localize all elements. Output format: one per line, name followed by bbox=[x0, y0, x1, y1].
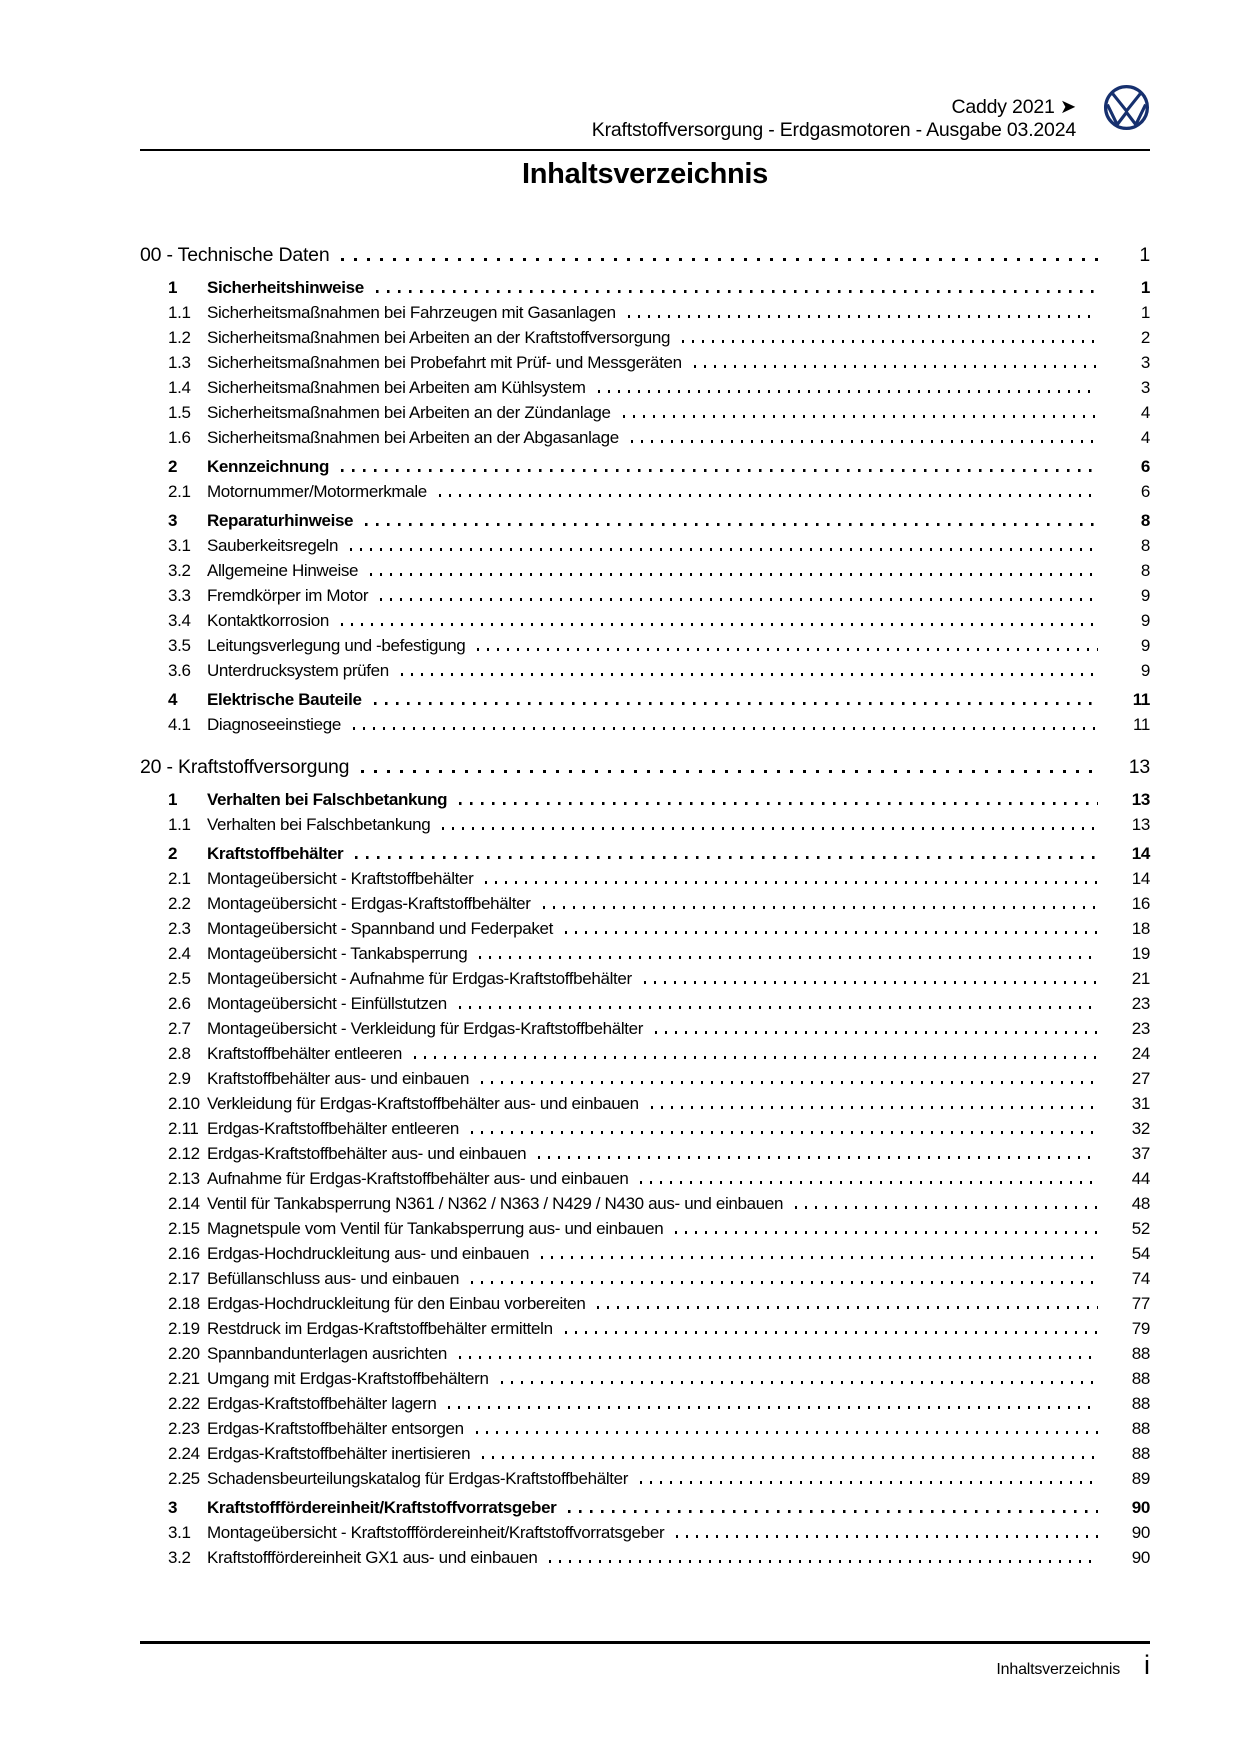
page-number: 21 bbox=[1131, 969, 1150, 988]
toc-entry-number: 3 bbox=[168, 1498, 178, 1517]
toc-entry-title: Kraftstoffbehälter entleeren bbox=[207, 1044, 402, 1063]
vw-logo-icon bbox=[1103, 84, 1150, 131]
toc-entry-number: 2.1 bbox=[168, 482, 191, 501]
dot-leader bbox=[628, 315, 1098, 318]
dot-leader bbox=[439, 494, 1098, 497]
toc-entry-number: 2.6 bbox=[168, 994, 191, 1013]
toc-chapter-label: 20 - Kraftstoffversorgung bbox=[140, 756, 350, 778]
toc-chapter-label: 00 - Technische Daten bbox=[140, 244, 330, 266]
page-number: 4 bbox=[1140, 428, 1150, 447]
toc-entry-title: Erdgas-Hochdruckleitung aus- und einbauen bbox=[207, 1244, 530, 1263]
toc-row bbox=[140, 325, 1150, 350]
toc-entry-title: Befüllanschluss aus- und einbauen bbox=[207, 1269, 460, 1288]
toc-row bbox=[140, 1466, 1150, 1491]
toc-row bbox=[140, 275, 1150, 300]
toc-entry-number: 3.5 bbox=[168, 636, 191, 655]
toc-row bbox=[140, 1416, 1150, 1441]
toc-row bbox=[140, 1116, 1150, 1141]
toc-row bbox=[140, 350, 1150, 375]
toc-row bbox=[140, 1545, 1150, 1570]
toc-row bbox=[140, 400, 1150, 425]
dot-leader bbox=[401, 673, 1098, 676]
toc-entry-number: 3.6 bbox=[168, 661, 191, 680]
dot-leader bbox=[568, 1510, 1098, 1513]
page-number: 4 bbox=[1140, 403, 1150, 422]
dot-leader bbox=[538, 1156, 1098, 1159]
toc-entry-number: 2.19 bbox=[168, 1319, 200, 1338]
toc-entry-number: 2.12 bbox=[168, 1144, 200, 1163]
page-number: 90 bbox=[1131, 1498, 1150, 1517]
toc-row bbox=[140, 891, 1150, 916]
dot-leader bbox=[565, 931, 1098, 934]
toc-entry-title: Reparaturhinweise bbox=[207, 511, 354, 530]
toc-entry-title: Sicherheitsmaßnahmen bei Arbeiten an der Zündanlage bbox=[207, 403, 611, 422]
page-number: 88 bbox=[1131, 1444, 1150, 1463]
dot-leader bbox=[565, 1331, 1098, 1334]
toc-entry-title: Ventil für Tankabsperrung N361 / N362 / N363 / N429 / N430 aus- und einbauen bbox=[207, 1194, 784, 1213]
toc-row bbox=[140, 558, 1150, 583]
page-number: 9 bbox=[1140, 661, 1150, 680]
toc-entry-title: Sicherheitsmaßnahmen bei Probefahrt mit Prüf- und Messgeräten bbox=[207, 353, 682, 372]
page-footer bbox=[140, 1650, 1150, 1680]
dot-leader bbox=[675, 1231, 1098, 1234]
page-number: 1 bbox=[1140, 303, 1150, 322]
toc-entry-number: 1 bbox=[168, 278, 178, 297]
toc-row bbox=[140, 712, 1150, 737]
page-number: 3 bbox=[1140, 378, 1150, 397]
page-number: 13 bbox=[1128, 756, 1150, 778]
toc-entry-number: 2.2 bbox=[168, 894, 191, 913]
toc-entry-title: Montageübersicht - Kraftstoffbehälter bbox=[207, 869, 474, 888]
toc-row bbox=[140, 1141, 1150, 1166]
toc-entry-title: Magnetspule vom Ventil für Tankabsperrung aus- und einbauen bbox=[207, 1219, 664, 1238]
toc-entry-title: Erdgas-Kraftstoffbehälter lagern bbox=[207, 1394, 437, 1413]
toc-entry-title: Kennzeichnung bbox=[207, 457, 330, 476]
page-number: 1 bbox=[1139, 244, 1150, 266]
toc-entry-number: 2.13 bbox=[168, 1169, 200, 1188]
page-number: 90 bbox=[1131, 1548, 1150, 1567]
toc-entry-number: 2.1 bbox=[168, 869, 191, 888]
page-number: 37 bbox=[1131, 1144, 1150, 1163]
toc-row bbox=[140, 1441, 1150, 1466]
toc-entry-title: Erdgas-Hochdruckleitung für den Einbau vorbereiten bbox=[207, 1294, 586, 1313]
toc-entry-title: Sicherheitsmaßnahmen bei Arbeiten an der Kraftstoffversorgung bbox=[207, 328, 671, 347]
dot-leader bbox=[623, 415, 1098, 418]
toc-entry-number: 2.24 bbox=[168, 1444, 200, 1463]
toc-entry-number: 2.11 bbox=[168, 1119, 199, 1138]
toc-entry-title: Sicherheitsmaßnahmen bei Arbeiten am Kühlsystem bbox=[207, 378, 586, 397]
toc-row bbox=[140, 583, 1150, 608]
page-number: 8 bbox=[1140, 536, 1150, 555]
toc-row bbox=[140, 966, 1150, 991]
dot-leader bbox=[350, 548, 1098, 551]
toc-entry-title: Verhalten bei Falschbetankung bbox=[207, 815, 431, 834]
toc-entry-title: Erdgas-Kraftstoffbehälter inertisieren bbox=[207, 1444, 471, 1463]
toc-entry-title: Restdruck im Erdgas-Kraftstoffbehälter ermitteln bbox=[207, 1319, 553, 1338]
toc-row bbox=[140, 1216, 1150, 1241]
dot-leader bbox=[482, 1456, 1098, 1459]
toc-entry-title: Fremdkörper im Motor bbox=[207, 586, 369, 605]
toc-entry-number: 3 bbox=[168, 511, 178, 530]
page-number: 16 bbox=[1131, 894, 1150, 913]
page-number: 89 bbox=[1131, 1469, 1150, 1488]
page-number: 8 bbox=[1140, 511, 1150, 530]
toc-entry-number: 3.3 bbox=[168, 586, 191, 605]
dot-leader bbox=[655, 1031, 1098, 1034]
toc-row bbox=[140, 991, 1150, 1016]
dot-leader bbox=[481, 1081, 1098, 1084]
dot-leader bbox=[479, 956, 1098, 959]
footer-page-number: i bbox=[1144, 1650, 1150, 1680]
toc-row bbox=[140, 812, 1150, 837]
toc-row bbox=[140, 425, 1150, 450]
dot-leader bbox=[448, 1406, 1098, 1409]
toc-entry-number: 3.1 bbox=[168, 1523, 191, 1542]
dot-leader bbox=[598, 390, 1098, 393]
dot-leader bbox=[476, 1431, 1098, 1434]
toc-entry-number: 3.1 bbox=[168, 536, 191, 555]
toc-entry-number: 2.5 bbox=[168, 969, 191, 988]
toc-row bbox=[140, 1341, 1150, 1366]
dot-leader bbox=[694, 365, 1098, 368]
dot-leader bbox=[353, 727, 1098, 730]
toc-row bbox=[140, 841, 1150, 866]
footer-label: Inhaltsverzeichnis bbox=[996, 1661, 1120, 1678]
toc-entry-title: Erdgas-Kraftstoffbehälter entleeren bbox=[207, 1119, 460, 1138]
toc-row bbox=[140, 941, 1150, 966]
toc-row bbox=[140, 300, 1150, 325]
toc-entry-title: Kraftstofffördereinheit/Kraftstoffvorratsgeber bbox=[207, 1498, 557, 1517]
toc-row bbox=[140, 533, 1150, 558]
dot-leader bbox=[471, 1281, 1098, 1284]
page-number: 2 bbox=[1140, 328, 1150, 347]
dot-leader bbox=[501, 1381, 1098, 1384]
toc-entry-title: Kraftstofffördereinheit GX1 aus- und einbauen bbox=[207, 1548, 538, 1567]
header-rule bbox=[140, 149, 1150, 151]
page-number: 31 bbox=[1131, 1094, 1150, 1113]
toc-entry-number: 3.2 bbox=[168, 1548, 191, 1567]
dot-leader bbox=[541, 1256, 1098, 1259]
dot-leader bbox=[380, 598, 1098, 601]
page-title: Inhaltsverzeichnis bbox=[521, 158, 769, 190]
toc-entry-title: Verkleidung für Erdgas-Kraftstoffbehälter aus- und einbauen bbox=[207, 1094, 639, 1113]
toc-row bbox=[140, 1520, 1150, 1545]
header-text bbox=[592, 96, 1076, 142]
toc-entry-title: Montageübersicht - Kraftstofffördereinheit/Kraftstoffvorratsgeber bbox=[207, 1523, 665, 1542]
toc-entry-number: 1 bbox=[168, 790, 178, 809]
toc-entry-title: Kontaktkorrosion bbox=[207, 611, 329, 630]
toc-entry-title: Kraftstoffbehälter bbox=[207, 844, 344, 863]
toc-entry-number: 2.8 bbox=[168, 1044, 191, 1063]
dot-leader bbox=[374, 702, 1098, 705]
toc-list bbox=[140, 241, 1150, 1570]
toc-entry-number: 2.16 bbox=[168, 1244, 200, 1263]
toc-entry-number: 1.3 bbox=[168, 353, 191, 372]
dot-leader bbox=[682, 340, 1098, 343]
page-header bbox=[140, 84, 1150, 142]
page-number: 77 bbox=[1131, 1294, 1150, 1313]
toc-entry-number: 2.4 bbox=[168, 944, 191, 963]
page-number: 11 bbox=[1132, 690, 1150, 709]
toc-entry-title: Aufnahme für Erdgas-Kraftstoffbehälter aus- und einbauen bbox=[207, 1169, 629, 1188]
dot-leader bbox=[644, 981, 1098, 984]
toc-entry-number: 1.6 bbox=[168, 428, 191, 447]
toc-entry-title: Montageübersicht - Aufnahme für Erdgas-Kraftstoffbehälter bbox=[207, 969, 632, 988]
toc-entry-number: 2.20 bbox=[168, 1344, 200, 1363]
toc-entry-number: 3.2 bbox=[168, 561, 191, 580]
toc-row bbox=[140, 1066, 1150, 1091]
dot-leader bbox=[414, 1056, 1098, 1059]
toc-entry-number: 2.18 bbox=[168, 1294, 200, 1313]
dot-leader bbox=[597, 1306, 1098, 1309]
page-number: 79 bbox=[1131, 1319, 1150, 1338]
toc-entry-number: 3.4 bbox=[168, 611, 191, 630]
page-number: 88 bbox=[1131, 1419, 1150, 1438]
page-number: 74 bbox=[1131, 1269, 1150, 1288]
page-number: 6 bbox=[1140, 457, 1150, 476]
dot-leader bbox=[442, 827, 1098, 830]
toc-entry-number: 2.17 bbox=[168, 1269, 200, 1288]
toc-row bbox=[140, 1391, 1150, 1416]
page-number: 11 bbox=[1133, 715, 1150, 734]
dot-leader bbox=[341, 258, 1098, 261]
dot-leader bbox=[341, 623, 1098, 626]
dot-leader bbox=[355, 856, 1098, 859]
toc-entry-title: Motornummer/Motormerkmale bbox=[207, 482, 427, 501]
toc-entry-title: Erdgas-Kraftstoffbehälter aus- und einbauen bbox=[207, 1144, 527, 1163]
page-number: 9 bbox=[1140, 586, 1150, 605]
page-number: 88 bbox=[1131, 1369, 1150, 1388]
page-number: 90 bbox=[1131, 1523, 1150, 1542]
toc-entry-title: Montageübersicht - Einfüllstutzen bbox=[207, 994, 447, 1013]
toc-row bbox=[140, 866, 1150, 891]
page-number: 23 bbox=[1131, 1019, 1150, 1038]
model-line: Caddy 2021 ➤ bbox=[951, 96, 1076, 118]
toc-row bbox=[140, 633, 1150, 658]
toc-entry-number: 2.22 bbox=[168, 1394, 200, 1413]
page-number: 9 bbox=[1140, 611, 1150, 630]
toc-entry-title: Sauberkeitsregeln bbox=[207, 536, 339, 555]
toc-entry-number: 2.21 bbox=[168, 1369, 200, 1388]
dot-leader bbox=[795, 1206, 1098, 1209]
toc-entry-title: Elektrische Bauteile bbox=[207, 690, 362, 709]
toc-row bbox=[140, 658, 1150, 683]
toc-entry-number: 1.4 bbox=[168, 378, 191, 397]
toc-row bbox=[140, 1495, 1150, 1520]
toc-entry-title: Allgemeine Hinweise bbox=[207, 561, 359, 580]
page-number: 48 bbox=[1131, 1194, 1150, 1213]
page-number: 23 bbox=[1131, 994, 1150, 1013]
toc-entry-title: Umgang mit Erdgas-Kraftstoffbehältern bbox=[207, 1369, 489, 1388]
toc-entry-title: Schadensbeurteilungskatalog für Erdgas-Kraftstoffbehälter bbox=[207, 1469, 629, 1488]
dot-leader bbox=[651, 1106, 1098, 1109]
toc-entry-title: Leitungsverlegung und -befestigung bbox=[207, 636, 466, 655]
toc-entry-number: 1.1 bbox=[168, 815, 191, 834]
toc-entry-title: Unterdrucksystem prüfen bbox=[207, 661, 389, 680]
toc-row bbox=[140, 608, 1150, 633]
dot-leader bbox=[676, 1535, 1098, 1538]
dot-leader bbox=[459, 1356, 1098, 1359]
toc-entry-number: 2.3 bbox=[168, 919, 191, 938]
toc-entry-number: 1.5 bbox=[168, 403, 191, 422]
toc-row bbox=[140, 787, 1150, 812]
toc-row bbox=[140, 1266, 1150, 1291]
page-number: 3 bbox=[1140, 353, 1150, 372]
toc-entry-number: 2.9 bbox=[168, 1069, 191, 1088]
footer-rule bbox=[140, 1641, 1150, 1644]
dot-leader bbox=[631, 440, 1098, 443]
page-number: 9 bbox=[1140, 636, 1150, 655]
page-number: 13 bbox=[1131, 790, 1150, 809]
toc-entry-number: 2.7 bbox=[168, 1019, 191, 1038]
toc-entry-title: Kraftstoffbehälter aus- und einbauen bbox=[207, 1069, 470, 1088]
page-number: 14 bbox=[1131, 869, 1150, 888]
toc-entry-title: Montageübersicht - Verkleidung für Erdgas-Kraftstoffbehälter bbox=[207, 1019, 644, 1038]
page-number: 19 bbox=[1131, 944, 1150, 963]
dot-leader bbox=[370, 573, 1098, 576]
toc-entry-number: 2.10 bbox=[168, 1094, 200, 1113]
page-number: 32 bbox=[1131, 1119, 1150, 1138]
toc-entry-number: 2 bbox=[168, 457, 178, 476]
page-number: 88 bbox=[1131, 1344, 1150, 1363]
toc-row bbox=[140, 1316, 1150, 1341]
page-number: 18 bbox=[1131, 919, 1150, 938]
toc-row bbox=[140, 1241, 1150, 1266]
toc-entry-title: Spannbandunterlagen ausrichten bbox=[207, 1344, 447, 1363]
page-number: 44 bbox=[1131, 1169, 1150, 1188]
toc-row bbox=[140, 479, 1150, 504]
page-number: 6 bbox=[1140, 482, 1150, 501]
toc-entry-number: 2 bbox=[168, 844, 178, 863]
toc-row bbox=[140, 375, 1150, 400]
toc-entry-title: Montageübersicht - Spannband und Federpaket bbox=[207, 919, 553, 938]
toc-entry-title: Sicherheitshinweise bbox=[207, 278, 364, 297]
page-number: 1 bbox=[1140, 278, 1150, 297]
toc-row bbox=[140, 1191, 1150, 1216]
page-number: 14 bbox=[1131, 844, 1150, 863]
dot-leader bbox=[376, 290, 1098, 293]
toc-entry-title: Sicherheitsmaßnahmen bei Arbeiten an der Abgasanlage bbox=[207, 428, 619, 447]
toc-entry-number: 2.25 bbox=[168, 1469, 200, 1488]
page-number: 13 bbox=[1131, 815, 1150, 834]
toc-row bbox=[140, 1291, 1150, 1316]
toc-row bbox=[140, 1091, 1150, 1116]
toc-entry-title: Verhalten bei Falschbetankung bbox=[207, 790, 448, 809]
document-subject-line: Kraftstoffversorgung - Erdgasmotoren - Ausgabe 03.2024 bbox=[591, 119, 1076, 141]
toc-chapter-row bbox=[140, 753, 1150, 781]
dot-leader bbox=[549, 1560, 1098, 1563]
toc-row bbox=[140, 1016, 1150, 1041]
dot-leader bbox=[459, 1006, 1098, 1009]
toc-chapter-row bbox=[140, 241, 1150, 269]
page-number: 27 bbox=[1131, 1069, 1150, 1088]
toc-entry-number: 1.1 bbox=[168, 303, 191, 322]
toc-row bbox=[140, 454, 1150, 479]
toc-entry-title: Montageübersicht - Erdgas-Kraftstoffbehälter bbox=[207, 894, 531, 913]
page-number: 54 bbox=[1131, 1244, 1150, 1263]
toc-entry-title: Diagnoseeinstiege bbox=[207, 715, 341, 734]
toc-entry-number: 2.23 bbox=[168, 1419, 200, 1438]
toc-entry-number: 4 bbox=[168, 690, 178, 709]
dot-leader bbox=[341, 469, 1098, 472]
toc-row bbox=[140, 687, 1150, 712]
page-number: 8 bbox=[1140, 561, 1150, 580]
dot-leader bbox=[365, 523, 1098, 526]
dot-leader bbox=[459, 802, 1098, 805]
toc-entry-number: 4.1 bbox=[168, 715, 191, 734]
toc-entry-number: 1.2 bbox=[168, 328, 191, 347]
dot-leader bbox=[485, 881, 1098, 884]
toc-entry-number: 2.14 bbox=[168, 1194, 200, 1213]
dot-leader bbox=[640, 1481, 1098, 1484]
page-number: 24 bbox=[1131, 1044, 1150, 1063]
toc-entry-title: Montageübersicht - Tankabsperrung bbox=[207, 944, 468, 963]
toc-row bbox=[140, 916, 1150, 941]
dot-leader bbox=[543, 906, 1098, 909]
dot-leader bbox=[477, 648, 1098, 651]
toc-row bbox=[140, 1366, 1150, 1391]
toc-row bbox=[140, 1166, 1150, 1191]
toc-entry-number: 2.15 bbox=[168, 1219, 200, 1238]
dot-leader bbox=[471, 1131, 1098, 1134]
page-number: 88 bbox=[1131, 1394, 1150, 1413]
toc-row bbox=[140, 508, 1150, 533]
toc-entry-title: Sicherheitsmaßnahmen bei Fahrzeugen mit Gasanlagen bbox=[207, 303, 616, 322]
toc-row bbox=[140, 1041, 1150, 1066]
dot-leader bbox=[361, 770, 1098, 773]
toc-entry-title: Erdgas-Kraftstoffbehälter entsorgen bbox=[207, 1419, 464, 1438]
page-number: 52 bbox=[1131, 1219, 1150, 1238]
dot-leader bbox=[640, 1181, 1098, 1184]
